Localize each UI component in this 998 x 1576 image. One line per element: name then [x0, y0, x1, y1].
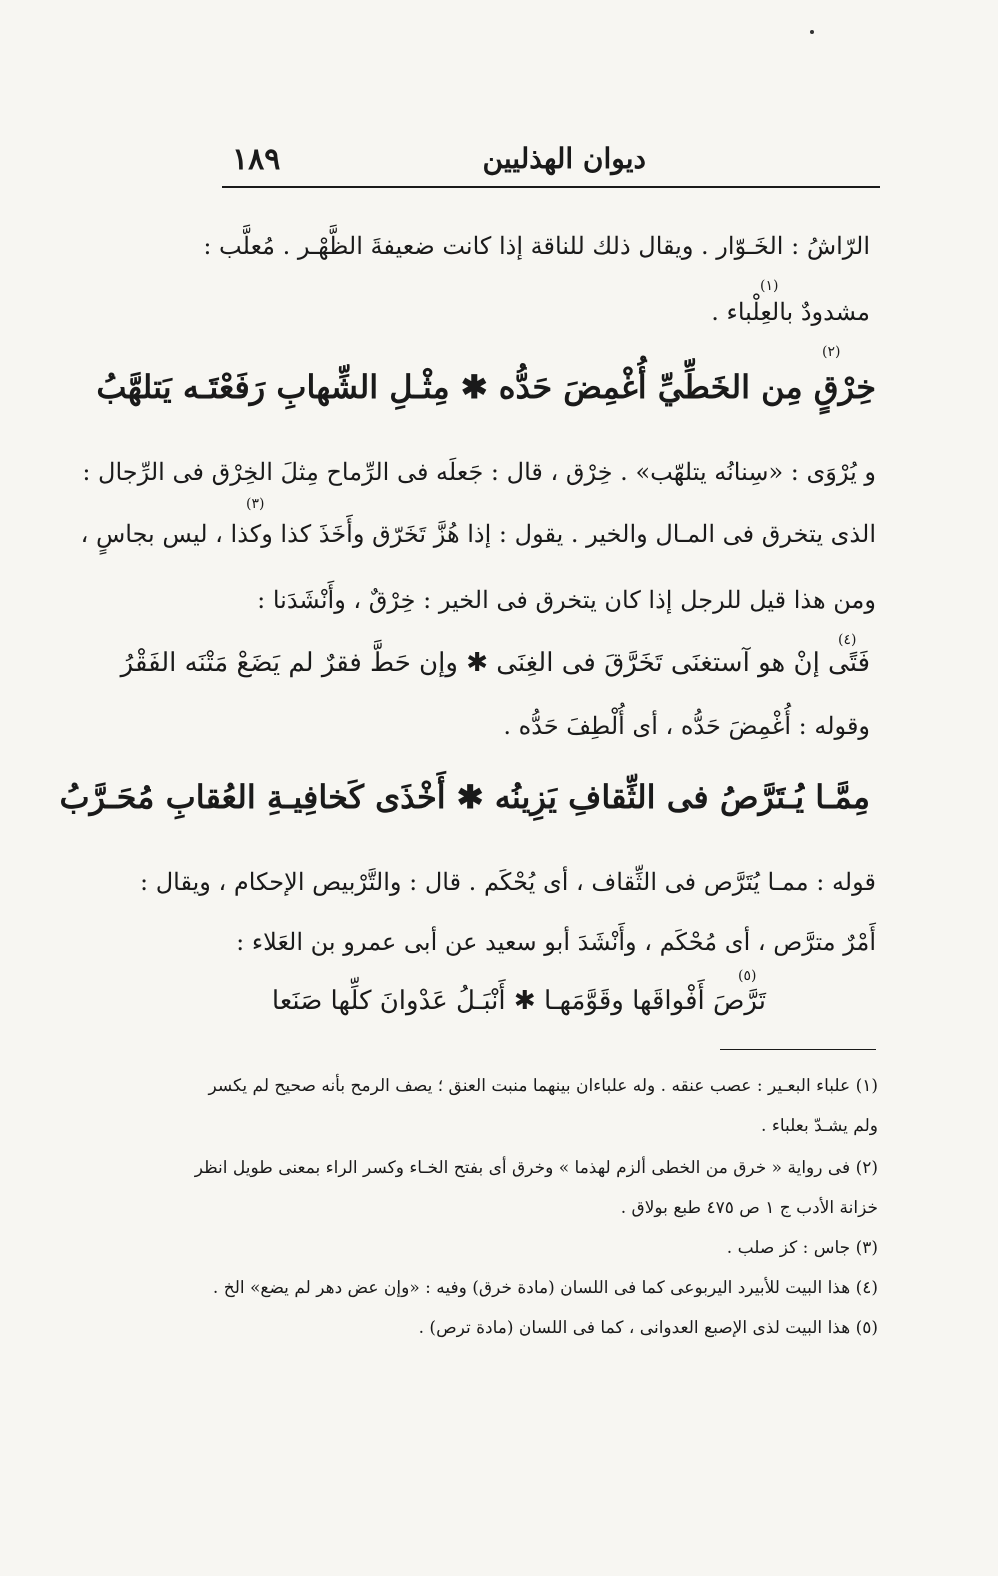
- verse-line: مِمَّـا يُـتَرَّصُ فى الثِّقافِ يَزِينُه ✱ أَخْذَى كَخافِيـةِ العُقابِ مُحَـرَّبُ: [59, 778, 870, 816]
- running-title: ديوان الهذليين: [482, 142, 646, 175]
- footnote-2: (٢) فى رواية « خرق من الخطى ألزم لهذما » وخرق أى بفتح الخـاء وكسر الراء بمعنى طويل انظر: [194, 1158, 878, 1178]
- body-line: ومن هذا قيل للرجل إذا كان يتخرق فى الخير : خِرْقٌ ، وأَنْشَدَنا :: [257, 586, 876, 614]
- verse-line: خِرْقٍ مِن الخَطِّيِّ أُغْمِضَ حَدُّه ✱ مِثْـلِ الشِّهابِ رَفَعْتَـه يَتلهَّبُ: [96, 368, 876, 406]
- footnote-1: (١) علباء البعـير : عصب عنقه . وله علباءان بينهما منبت العنق ؛ يصف الرمح بأنه صحيح لم يكسر: [208, 1076, 878, 1096]
- body-line: الرّاشُ : الخَـوّار . ويقال ذلك للناقة إذا كانت ضعيفةَ الظَّهْـر . مُعلَّب :: [203, 232, 870, 260]
- body-line: مشدودٌ بالعِلْباء .: [711, 298, 870, 326]
- body-line: قوله : ممـا يُتَرَّص فى الثِّقاف ، أى يُحْكَم . قال : والتَّرْبيص الإحكام ، ويقال :: [139, 868, 876, 896]
- body-line: الذى يتخرق فى المـال والخير . يقول : إذا هُزَّ تَخَرّق وأَخَذَ كذا وكذا ، ليس بجاسٍ ،: [80, 520, 876, 548]
- cited-verse: فَتًى إنْ هو آستغنَى تَخَرَّقَ فى الغِنَى ✱ وإن حَطَّ فقرٌ لم يَضَعْ مَتْنَه الفَقْرُ: [120, 648, 870, 678]
- body-line: و يُرْوَى : «سِنانُه يتلهّب» . خِرْق ، قال : جَعلَه فى الرِّماح مِثلَ الخِرْق فى الرِّجال :: [82, 458, 876, 486]
- footnote-1-cont: ولم يشـدّ بعلباء .: [761, 1116, 878, 1136]
- page-number: ١٨٩: [232, 142, 281, 177]
- header-rule: [222, 186, 880, 188]
- speck: [810, 30, 814, 34]
- footnote-marker-1: (١): [760, 278, 779, 294]
- footnote-3: (٣) جاس : كز صلب .: [726, 1238, 878, 1258]
- footnote-marker-2: (٢): [822, 344, 841, 360]
- cited-verse: تَرَّصَ أَفْواقَها وقَوَّمَهـا ✱ أَنْبَـلُ عَدْوانَ كلِّها صَنَعا: [271, 986, 766, 1016]
- body-line: وقوله : أُغْمِضَ حَدُّه ، أى أُلْطِفَ حَدُّه .: [503, 712, 870, 740]
- footnote-4: (٤) هذا البيت للأبيرد اليربوعى كما فى اللسان (مادة خرق) وفيه : «وإن عض دهر لم يضع» الخ .: [212, 1278, 878, 1298]
- page-header: [222, 140, 878, 184]
- footnote-2-cont: خزانة الأدب ج ١ ص ٤٧٥ طبع بولاق .: [620, 1198, 878, 1218]
- footnote-marker-3: (٣): [246, 496, 265, 512]
- footnote-marker-4: (٤): [838, 632, 857, 648]
- body-line: أَمْرٌ مترَّص ، أى مُحْكَم ، وأَنْشَدَ أبو سعيد عن أبى عمرو بن العَلاء :: [236, 928, 876, 956]
- footnote-5: (٥) هذا البيت لذى الإصبع العدوانى ، كما فى اللسان (مادة ترص) .: [418, 1318, 878, 1338]
- footnote-rule: [720, 1049, 876, 1050]
- footnote-marker-5: (٥): [738, 968, 757, 984]
